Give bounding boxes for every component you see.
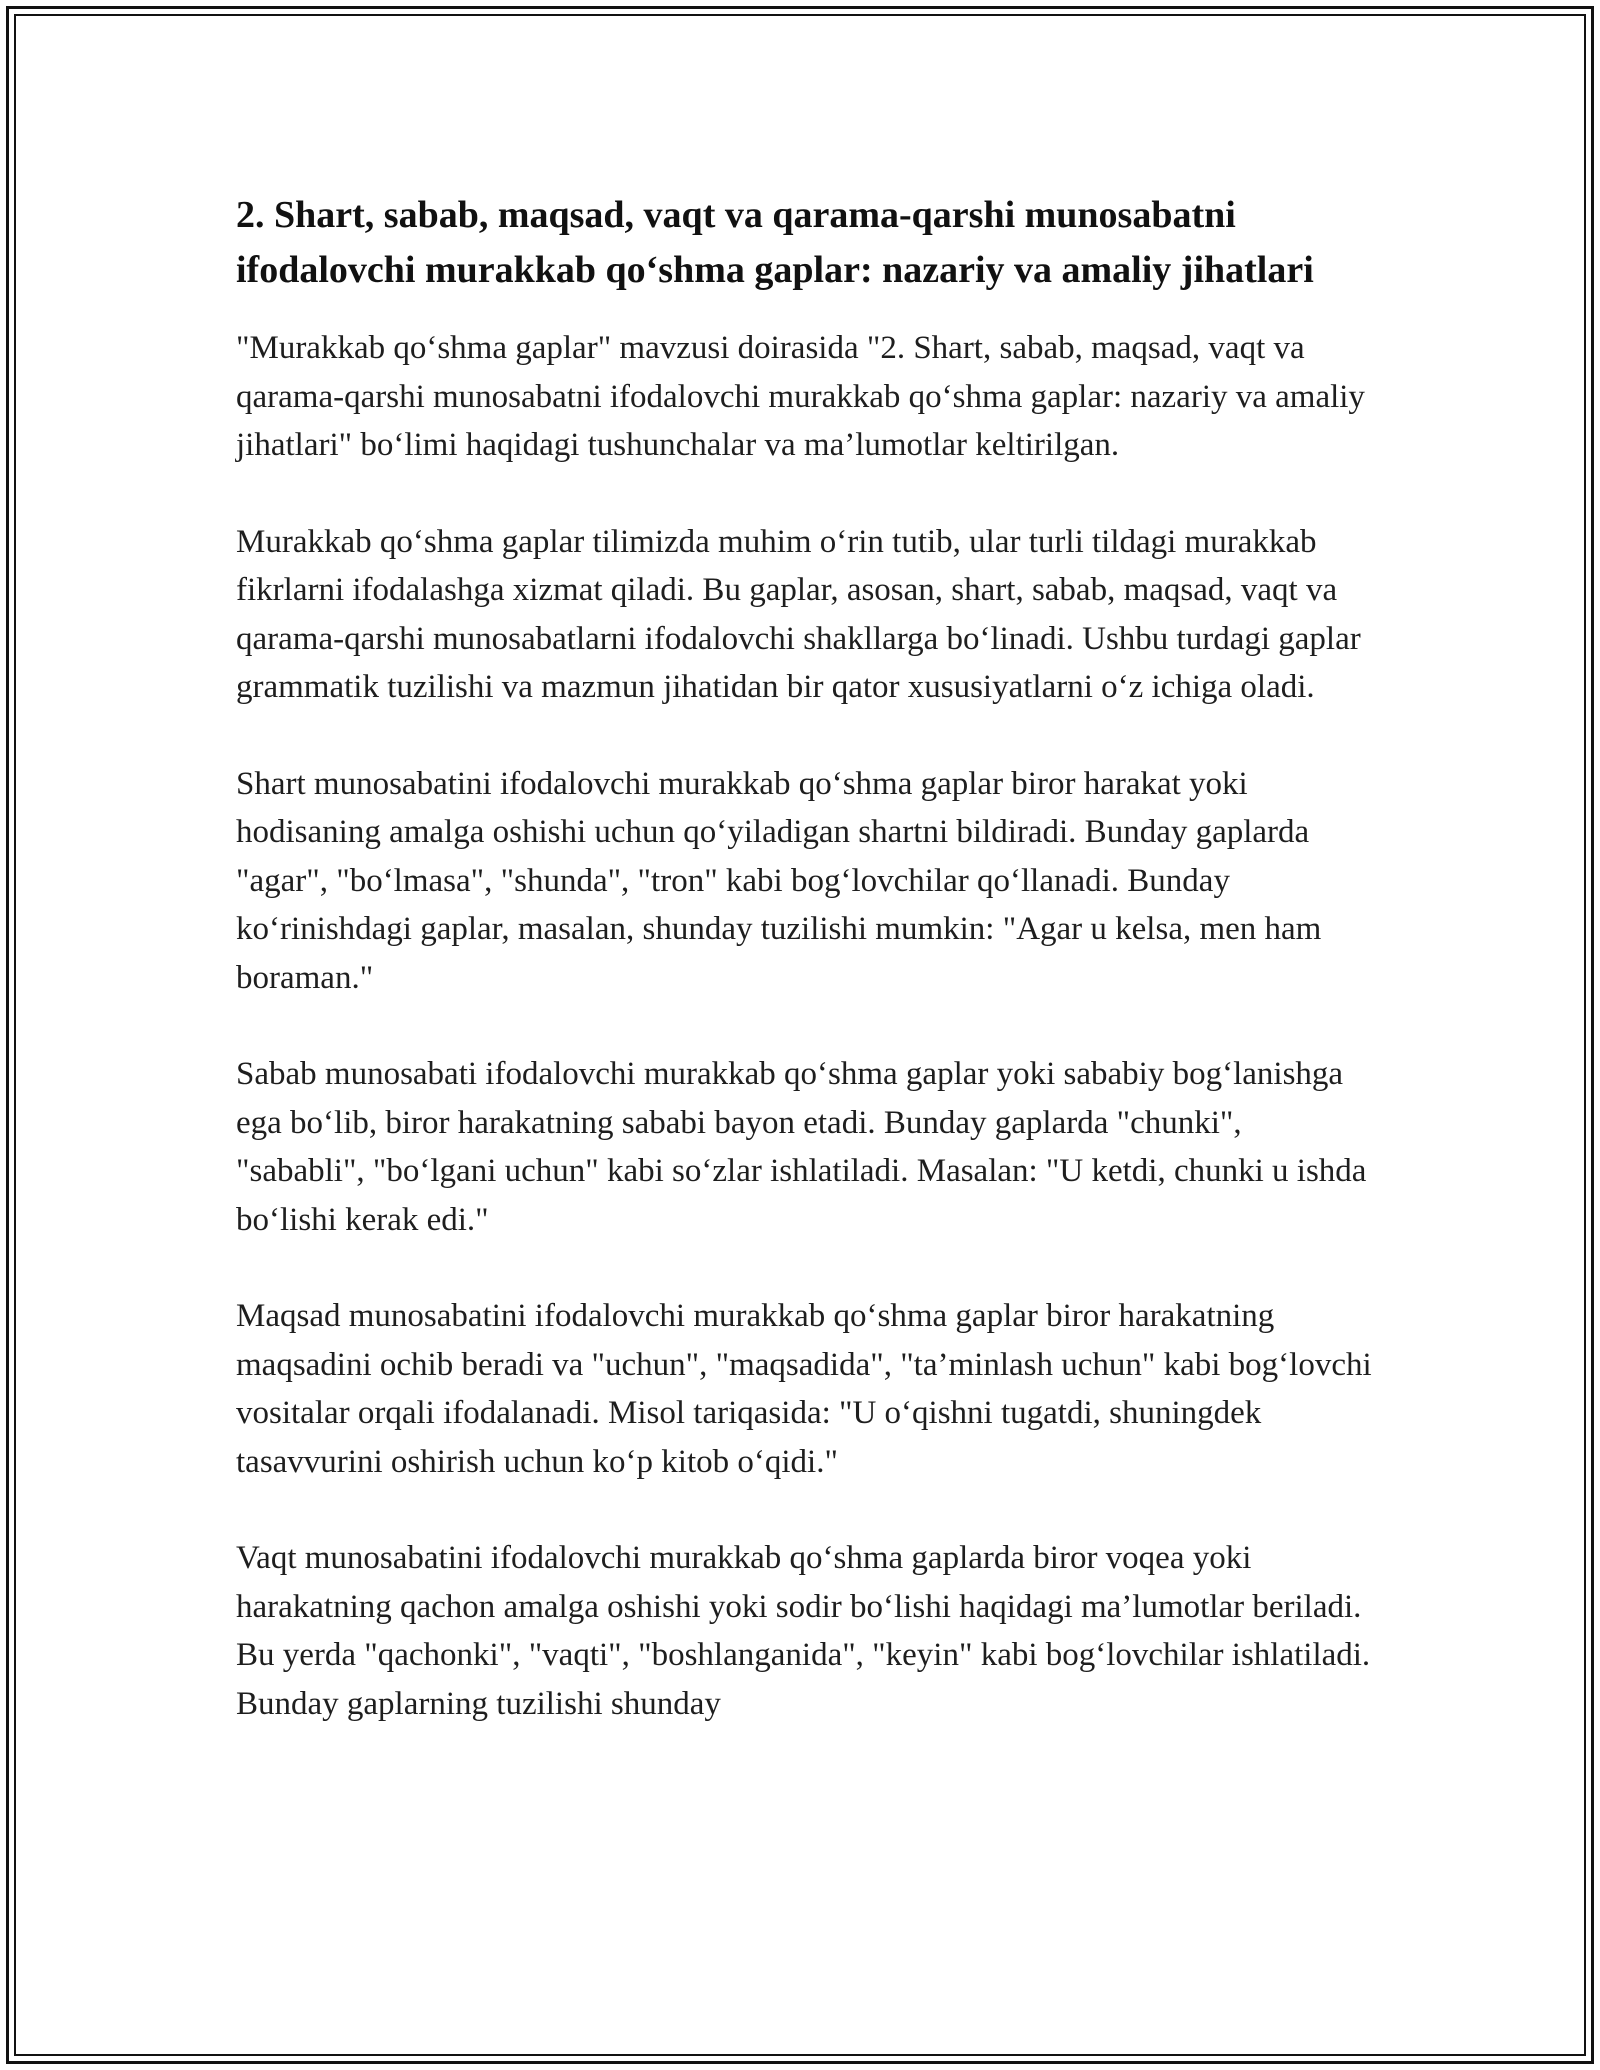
paragraph-cause: Sabab munosabati ifodalovchi murakkab qo‘shma gaplar yoki sababiy bog‘lanishga ega bo‘lib, biror harakatning sababi bayon etadi. Bunday gaplarda "chunki", "sababli", "bo‘lgani uchun" kabi so‘zlar ishlatiladi. Masalan: "U ketdi, chunki u ishda bo‘lishi kerak edi." — [236, 1056, 1367, 1238]
section-title: 2. Shart, sabab, maqsad, vaqt va qarama-qarshi munosabatni ifodalovchi murakkab qo‘shma gaplar: nazariy va amaliy jihatlari — [236, 194, 1314, 291]
paragraph-condition: Shart munosabatini ifodalovchi murakkab qo‘shma gaplar biror harakat yoki hodisaning amalga oshishi uchun qo‘yiladigan shartni bildiradi. Bunday gaplarda "agar", "bo‘lmasa", "shunda", "tron" kabi bog‘lovchilar qo‘llanadi. Bunday ko‘rinishdagi gaplar, masalan, shunday tuzilishi mumkin: "Agar u kelsa, men ham boraman." — [236, 765, 1322, 996]
paragraph-purpose: Maqsad munosabatini ifodalovchi murakkab qo‘shma gaplar biror harakatning maqsadini ochib beradi va "uchun", "maqsadida", "ta’minlash uchun" kabi bog‘lovchi vositalar orqali ifodalanadi. Misol tariqasida: "U o‘qishni tugatdi, shuningdek tasavvurini oshirish uchun ko‘p kitob o‘qidi." — [236, 1298, 1372, 1480]
paragraph-intro: "Murakkab qo‘shma gaplar" mavzusi doirasida "2. Shart, sabab, maqsad, vaqt va qarama-qarshi munosabatni ifodalovchi murakkab qo‘shma gaplar: nazariy va amaliy jihatlari" bo‘limi haqidagi tushunchalar va ma’lumotlar keltirilgan. — [236, 330, 1365, 463]
document-page — [236, 188, 1376, 1776]
paragraph-time: Vaqt munosabatini ifodalovchi murakkab qo‘shma gaplarda biror voqea yoki harakatning qachon amalga oshishi yoki sodir bo‘lishi haqidagi ma’lumotlar beriladi. Bu yerda "qachonki", "vaqti", "boshlanganida", "keyin" kabi bog‘lovchilar ishlatiladi. Bunday gaplarning tuzilishi shunday — [236, 1540, 1371, 1722]
paragraph-overview: Murakkab qo‘shma gaplar tilimizda muhim o‘rin tutib, ular turli tildagi murakkab fikrlarni ifodalashga xizmat qiladi. Bu gaplar, asosan, shart, sabab, maqsad, vaqt va qarama-qarshi munosabatlarni ifodalovchi shakllarga bo‘linadi. Ushbu turdagi gaplar grammatik tuzilishi va mazmun jihatidan bir qator xususiyatlarni o‘z ichiga oladi. — [236, 523, 1361, 705]
